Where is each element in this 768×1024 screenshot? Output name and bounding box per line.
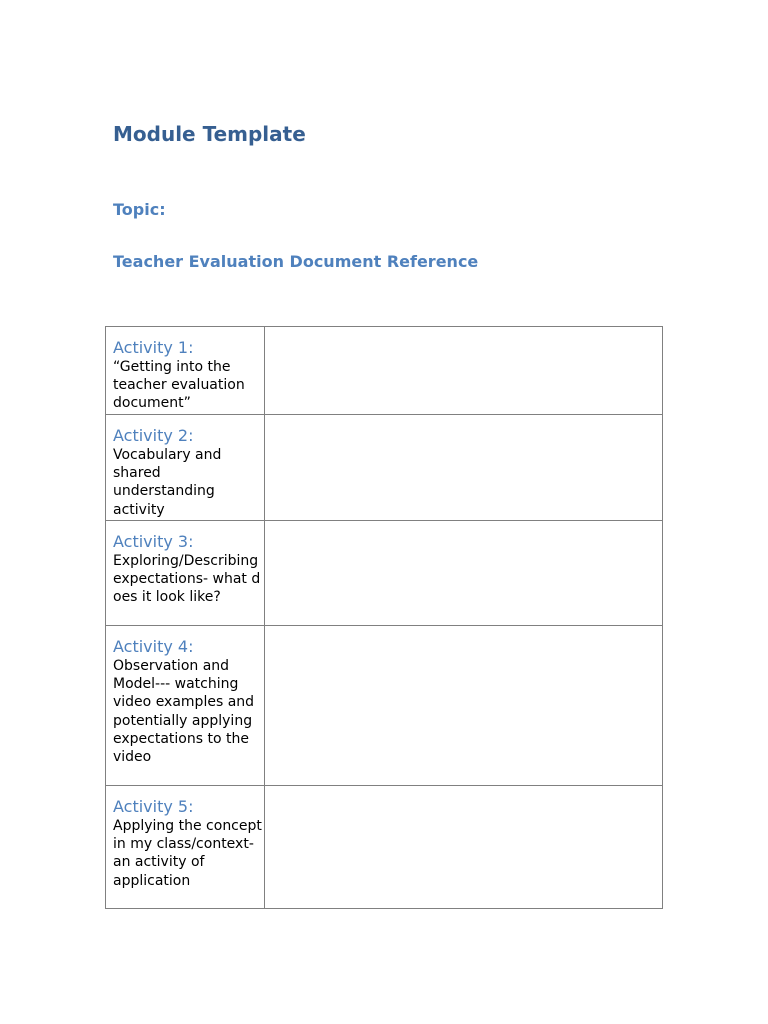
activity-description: Observation and Model--- watching video examples and potentially applying expectations to the video	[113, 658, 255, 766]
table-row	[106, 415, 663, 521]
topic-heading: Topic:	[113, 200, 166, 219]
activity-label-cell	[106, 327, 265, 415]
activity-title: Activity 4:	[113, 637, 194, 656]
table-row	[106, 786, 663, 909]
activity-label-cell	[106, 415, 265, 521]
activity-content-cell[interactable]	[265, 521, 663, 626]
page-title: Module Template	[113, 122, 306, 146]
activity-label-cell	[106, 786, 265, 909]
activities-table	[105, 326, 663, 909]
table-row	[106, 626, 663, 786]
activity-title: Activity 3:	[113, 532, 194, 551]
reference-heading: Teacher Evaluation Document Reference	[113, 252, 479, 271]
activity-description: Exploring/Describing expectations- what does it look like?	[113, 553, 261, 606]
table-row	[106, 521, 663, 626]
activity-description: Vocabulary and shared understanding activity	[113, 447, 222, 518]
activity-label-cell	[106, 626, 265, 786]
activity-description: “Getting into the teacher evaluation document”	[113, 359, 245, 412]
table-row	[106, 327, 663, 415]
activity-content-cell[interactable]	[265, 626, 663, 786]
activity-description: Applying the concept in my class/context- an activity of application	[113, 818, 262, 889]
activity-title: Activity 1:	[113, 338, 194, 357]
activity-title: Activity 5:	[113, 797, 194, 816]
activity-content-cell[interactable]	[265, 786, 663, 909]
activity-label-cell	[106, 521, 265, 626]
activity-content-cell[interactable]	[265, 415, 663, 521]
activity-title: Activity 2:	[113, 426, 194, 445]
activity-content-cell[interactable]	[265, 327, 663, 415]
